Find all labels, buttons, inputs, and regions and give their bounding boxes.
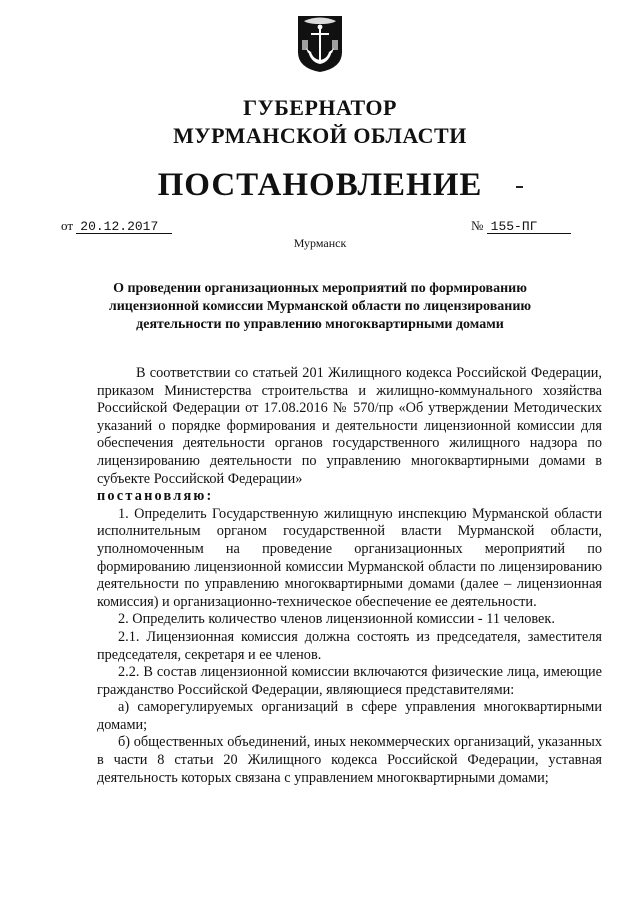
resolve-word: постановляю: (97, 488, 214, 505)
date-prefix: от (61, 218, 74, 233)
city-label: Мурманск (293, 236, 347, 250)
paragraph-2-1: 2.1. Лицензионная комиссия должна состоять из председателя, заместителя председателя, секретаря и ее членов. (97, 628, 602, 663)
paragraph-2-2: 2.2. В состав лицензионной комиссии включаются физические лица, имеющие гражданство Российской Федерации, являющиеся представителями: (97, 664, 602, 698)
number-field (471, 218, 571, 234)
number-prefix: № (471, 218, 484, 233)
date-value: 20.12.2017 (76, 220, 172, 234)
coat-of-arms-emblem (296, 14, 344, 74)
document-body (97, 365, 602, 787)
paragraph-a: а) саморегулируемых организаций в сфере управления многоквартирными домами; (97, 699, 602, 733)
paragraph-b: б) общественных объединений, иных некоммерческих организаций, указанных в части 8 статьи 20 Жилищного кодекса Российской Федерации, уставная деятельность которых связана с управлением многоквартирными домами; (97, 734, 602, 786)
paragraph-2: 2. Определить количество членов лицензионной комиссии - 11 человек. (118, 611, 555, 628)
resolve-line (97, 488, 602, 506)
header-title-line-2: МУРМАНСКОЙ ОБЛАСТИ (173, 123, 467, 148)
date-field (61, 218, 172, 234)
number-value: 155-ПГ (487, 220, 571, 234)
header-title-line-1: ГУБЕРНАТОР (243, 95, 397, 120)
document-subject: О проведении организационных мероприятий по формированию лицензионной комиссии Мурманской области по лицензированию деятельности по управлению многоквартирными домами (108, 281, 532, 332)
paragraph-1: 1. Определить Государственную жилищную инспекцию Мурманской области исполнительным органом государственной власти Мурманской области, уполномоченным на проведение организационных мероприятий по формированию лицензионной комиссии Мурманской области по лицензированию деятельности по управлению многоквартирными домами (далее – лицензионная комиссия) и организационно-техническое обеспечение ее деятельности. (97, 505, 602, 610)
preamble-paragraph: В соответствии со статьей 201 Жилищного кодекса Российской Федерации, приказом Министерства строительства и жилищно-коммунального хозяйства Российской Федерации от 17.08.2016 № 570/пр «Об утверждении Методических указаний о порядке формирования и деятельности лицензионной комиссии для обеспечения деятельности органов государственного жилищного надзора по лицензированию деятельности по управлению многоквартирными домами в субъекте Российской Федерации» (97, 365, 602, 487)
document-type-title: ПОСТАНОВЛЕНИЕ (157, 167, 483, 203)
stray-mark (516, 186, 523, 188)
